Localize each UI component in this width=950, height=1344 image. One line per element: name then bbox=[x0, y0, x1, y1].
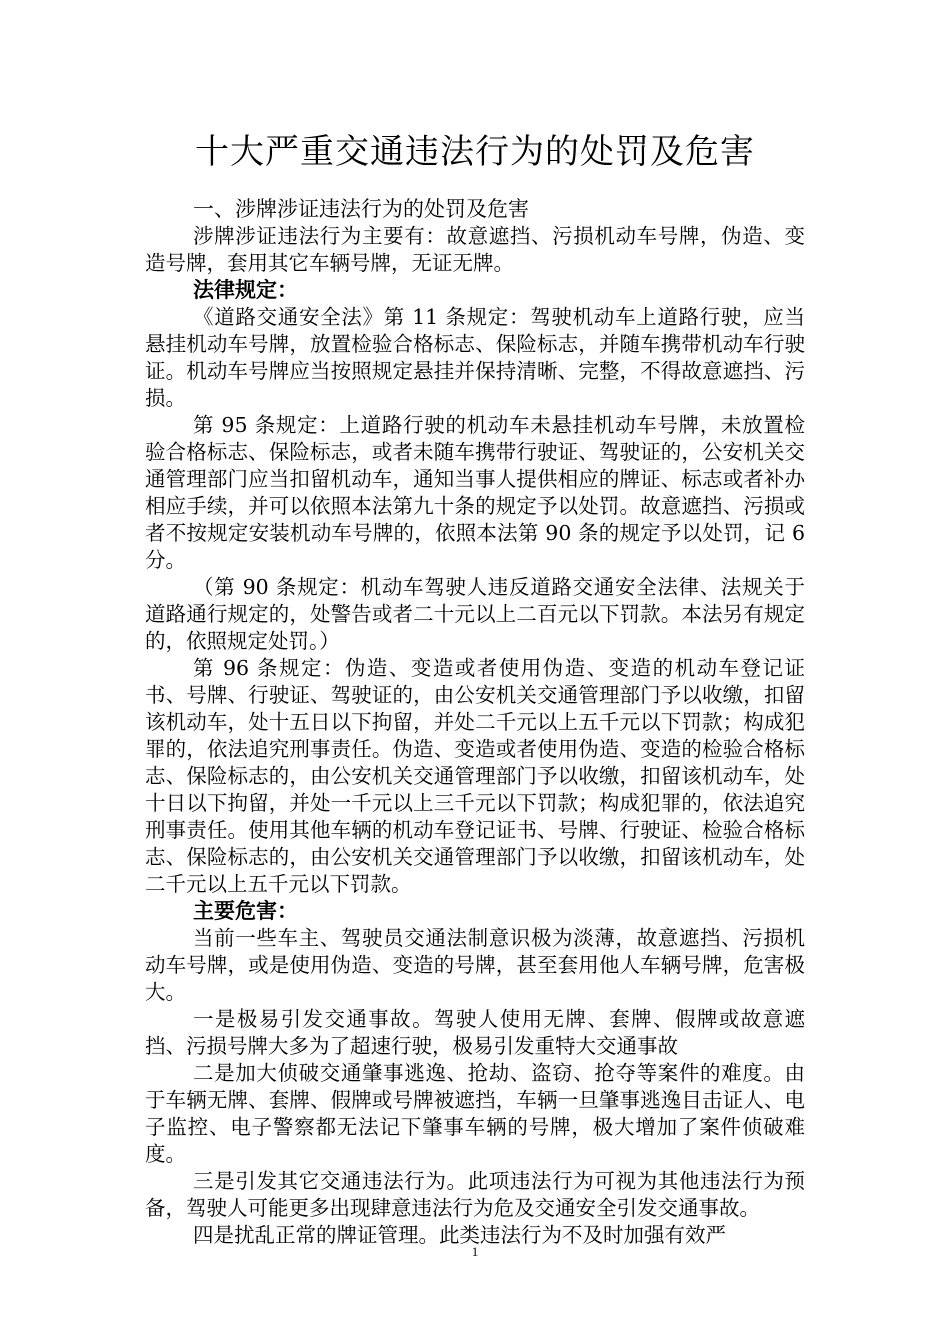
legal-paragraph-2: 第 95 条规定：上道路行驶的机动车未悬挂机动车号牌，未放置检验合格标志、保险标志，或者未随车携带行驶证、驾驶证的，公安机关交通管理部门应当扣留机动车，通知当事人提供相应的牌证、标志或者补办相应手续，并可以依照本法第九十条的规定予以处罚。故意遮挡、污损或者不按规定安装机动车号牌的，依照本法第 90 条的规定予以处罚，记 6 分。 bbox=[145, 413, 805, 572]
legal-paragraph-3: （第 90 条规定：机动车驾驶人违反道路交通安全法律、法规关于道路通行规定的，处警告或者二十元以上二百元以下罚款。本法另有规定的，依照规定处罚。） bbox=[145, 575, 805, 653]
harm-paragraph-1: 当前一些车主、驾驶员交通法制意识极为淡薄，故意遮挡、污损机动车号牌，或是使用伪造、变造的号牌，甚至套用他人车辆号牌，危害极大。 bbox=[145, 926, 805, 1004]
document-title: 十大严重交通违法行为的处罚及危害 bbox=[195, 132, 755, 172]
legal-paragraph-1: 《道路交通安全法》第 11 条规定：驾驶机动车上道路行驶，应当悬挂机动车号牌，放置检验合格标志、保险标志，并随车携带机动车行驶证。机动车号牌应当按照规定悬挂并保持清晰、完整，不得故意遮挡、污损。 bbox=[145, 305, 805, 410]
harm-paragraph-4: 三是引发其它交通违法行为。此项违法行为可视为其他违法行为预备，驾驶人可能更多出现肆意违法行为危及交通安全引发交通事故。 bbox=[145, 1169, 805, 1220]
legal-heading: 法律规定： bbox=[193, 278, 298, 302]
harm-paragraph-3: 二是加大侦破交通肇事逃逸、抢劫、盗窃、抢夺等案件的难度。由于车辆无牌、套牌、假牌或号牌被遮挡，车辆一旦肇事逃逸目击证人、电子监控、电子警察都无法记下肇事车辆的号牌，极大增加了案件侦破难度。 bbox=[145, 1061, 805, 1166]
section-heading: 一、涉牌涉证违法行为的处罚及危害 bbox=[193, 197, 529, 221]
document-page bbox=[145, 126, 805, 1249]
intro-paragraph: 涉牌涉证违法行为主要有：故意遮挡、污损机动车号牌，伪造、变造号牌，套用其它车辆号牌，无证无牌。 bbox=[145, 224, 805, 275]
legal-paragraph-4: 第 96 条规定：伪造、变造或者使用伪造、变造的机动车登记证书、号牌、行驶证、驾驶证的，由公安机关交通管理部门予以收缴，扣留该机动车，处十五日以下拘留，并处二千元以上五千元以下罚款；构成犯罪的，依法追究刑事责任。伪造、变造或者使用伪造、变造的检验合格标志、保险标志的，由公安机关交通管理部门予以收缴，扣留该机动车，处十日以下拘留，并处一千元以上三千元以下罚款；构成犯罪的，依法追究刑事责任。使用其他车辆的机动车登记证书、号牌、行驶证、检验合格标志、保险标志的，由公安机关交通管理部门予以收缴，扣留该机动车，处二千元以上五千元以下罚款。 bbox=[145, 656, 805, 896]
harm-heading: 主要危害： bbox=[193, 899, 298, 923]
harm-paragraph-5: 四是扰乱正常的牌证管理。此类违法行为不及时加强有效严 bbox=[193, 1223, 726, 1247]
page-number: 1 bbox=[471, 1244, 479, 1259]
harm-paragraph-2: 一是极易引发交通事故。驾驶人使用无牌、套牌、假牌或故意遮挡、污损号牌大多为了超速行驶，极易引发重特大交通事故 bbox=[145, 1007, 805, 1058]
